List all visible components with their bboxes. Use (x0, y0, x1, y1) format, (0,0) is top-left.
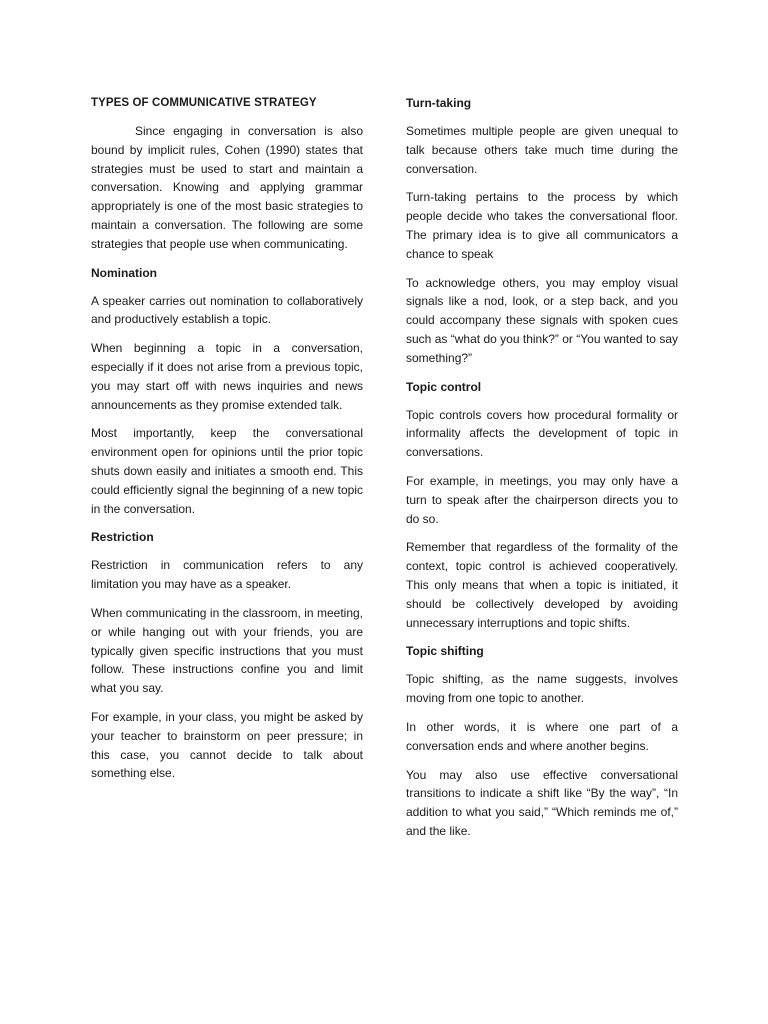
nomination-paragraph-1: A speaker carries out nomination to collaboratively and productively establish a topic. (91, 293, 363, 327)
heading-nomination: Nomination (91, 265, 157, 280)
topic-control-paragraph-1: Topic controls covers how procedural formality or informality affects the development of topic in conversations. (406, 407, 678, 460)
nomination-paragraph-2: When beginning a topic in a conversation, especially if it does not arise from a previous topic, you may start off with news inquiries and news announcements as they promise extended talk. (91, 341, 363, 412)
turn-taking-paragraph-1: Sometimes multiple people are given unequal to talk because others take much time during the conversation. (406, 124, 678, 176)
topic-shifting-paragraph-2: In other words, it is where one part of a conversation ends and where another begins. (406, 719, 678, 753)
topic-shifting-paragraph-1: Topic shifting, as the name suggests, involves moving from one topic to another. (406, 672, 678, 706)
left-column (91, 92, 363, 793)
heading-turn-taking: Turn-taking (406, 96, 472, 110)
heading-topic-control: Topic control (406, 379, 482, 394)
heading-topic-shifting: Topic shifting (406, 644, 484, 659)
intro-paragraph: Since engaging in conversation is also bound by implicit rules, Cohen (1990) states that strategies must be used to start and maintain a conversation. Knowing and applying grammar appropriately is one of the most basic strategies to maintain a conversation. The following are some strategies that people use when communicating. (91, 124, 363, 251)
turn-taking-paragraph-3: To acknowledge others, you may employ visual signals like a nod, look, or a step back, and you could accompany these signals with spoken cues such as “what do you think?” or “You wanted to say something?” (406, 275, 678, 365)
document-title: TYPES OF COMMUNICATIVE STRATEGY (91, 97, 317, 109)
restriction-paragraph-2: When communicating in the classroom, in meeting, or while hanging out with your friends, you are typically given specific instructions that you must follow. These instructions confine you and limit what you say. (91, 605, 363, 696)
topic-shifting-paragraph-3: You may also use effective conversational transitions to indicate a shift like “By the way”, “In addition to what you said,” “Which reminds me of,” and the like. (406, 767, 678, 838)
heading-restriction: Restriction (91, 530, 154, 545)
topic-control-paragraph-3: Remember that regardless of the formality of the context, topic control is achieved cooperatively. This only means that when a topic is initiated, it should be collectively developed by avoiding unnecessary interruptions and topic shifts. (406, 540, 678, 630)
restriction-paragraph-1: Restriction in communication refers to any limitation you may have as a speaker. (91, 558, 363, 592)
topic-control-paragraph-2: For example, in meetings, you may only have a turn to speak after the chairperson directs you to do so. (406, 473, 678, 526)
nomination-paragraph-3: Most importantly, keep the conversational environment open for opinions until the prior topic shuts down easily and initiates a smooth end. This could efficiently signal the beginning of a new topic in the conversation. (91, 426, 363, 516)
restriction-paragraph-3: For example, in your class, you might be asked by your teacher to brainstorm on peer pressure; in this case, you cannot decide to talk about something else. (91, 709, 363, 781)
right-column (406, 92, 678, 851)
turn-taking-paragraph-2: Turn-taking pertains to the process by which people decide who takes the conversational floor. The primary idea is to give all communicators a chance to speak (406, 190, 678, 261)
